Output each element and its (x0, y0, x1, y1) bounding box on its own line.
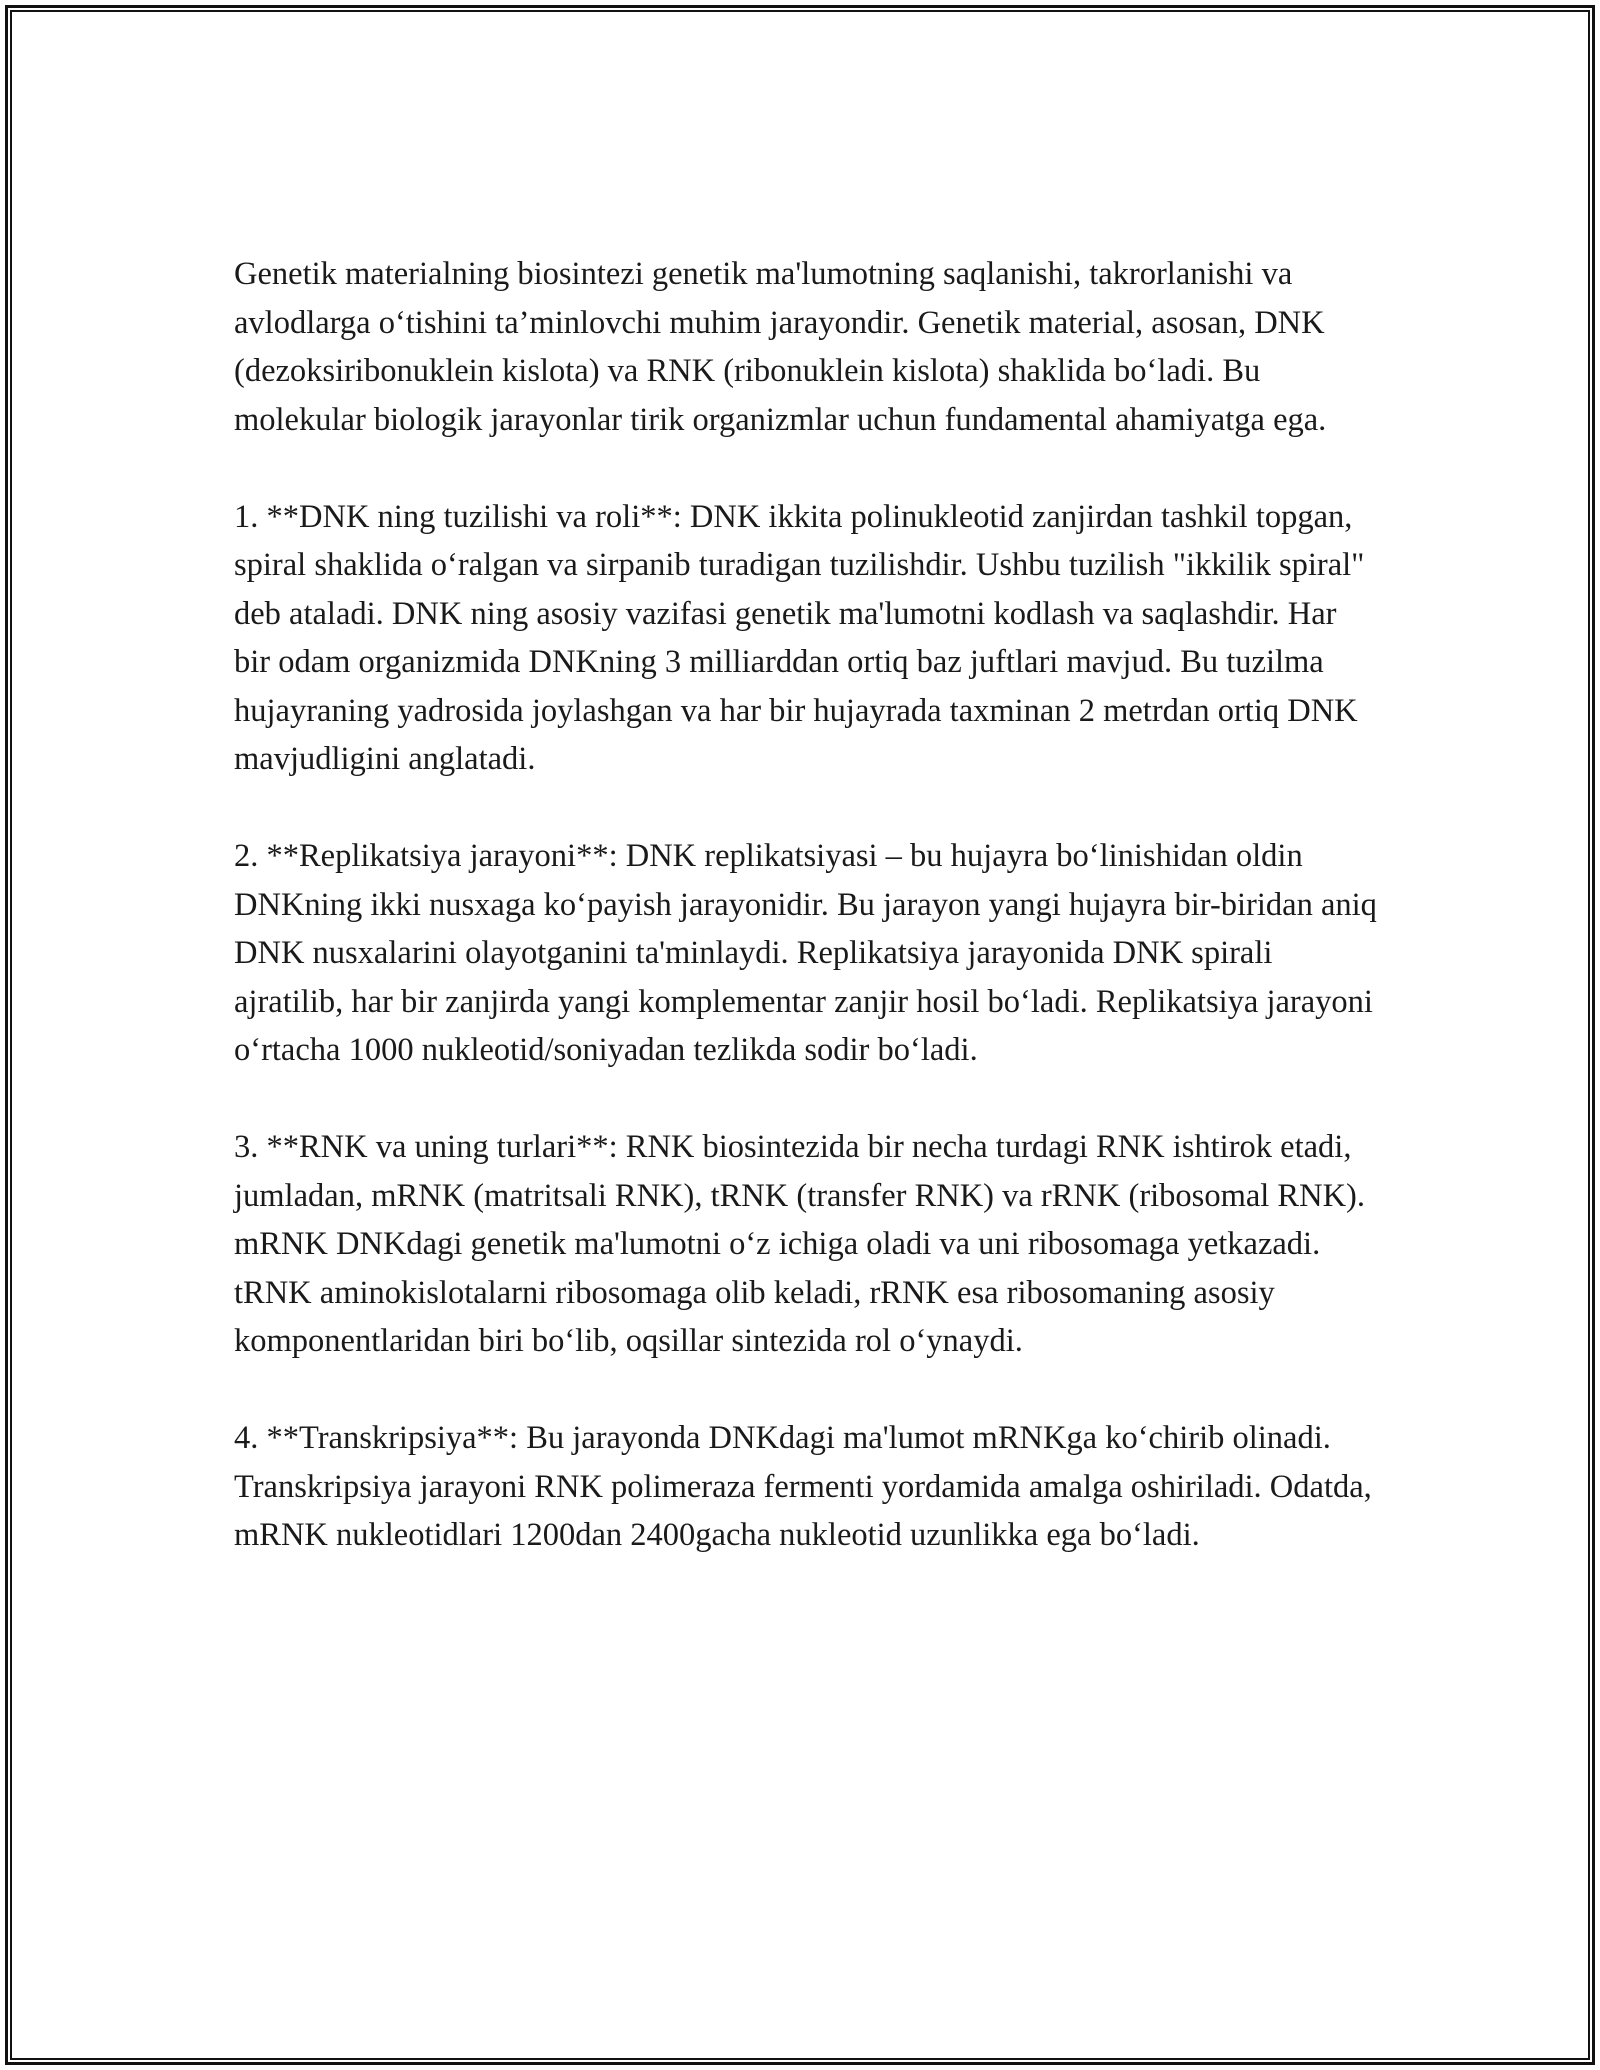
paragraph-intro: Genetik materialning biosintezi genetik ma'lumotning saqlanishi, takrorlanishi va avlodlarga o‘tishini ta’minlovchi muhim jarayondir. Genetik material, asosan, DNK (dezoksiribonuklein kislota) va RNK (ribonuklein kislota) shaklida bo‘ladi. Bu molekular biologik jarayonlar tirik organizmlar uchun fundamental ahamiyatga ega. (234, 256, 1327, 438)
paragraph-transcription: 4. **Transkripsiya**: Bu jarayonda DNKdagi ma'lumot mRNKga ko‘chirib olinadi. Transkripsiya jarayoni RNK polimeraza fermenti yordamida amalga oshiriladi. Odatda, mRNK nukleotidlari 1200dan 2400gacha nukleotid uzunlikka ega bo‘ladi. (234, 1420, 1372, 1553)
paragraph-replication: 2. **Replikatsiya jarayoni**: DNK replikatsiyasi – bu hujayra bo‘linishidan oldin DNKning ikki nusxaga ko‘payish jarayonidir. Bu jarayon yangi hujayra bir-biridan aniq DNK nusxalarini olayotganini ta'minlaydi. Replikatsiya jarayonida DNK spirali ajratilib, har bir zanjirda yangi komplementar zanjir hosil bo‘ladi. Replikatsiya jarayoni o‘rtacha 1000 nukleotid/soniyadan tezlikda sodir bo‘ladi. (234, 838, 1377, 1068)
paragraph-dnk-structure: 1. **DNK ning tuzilishi va roli**: DNK ikkita polinukleotid zanjirdan tashkil topgan, spiral shaklida o‘ralgan va sirpanib turadigan tuzilishdir. Ushbu tuzilish "ikkilik spiral" deb ataladi. DNK ning asosiy vazifasi genetik ma'lumotni kodlash va saqlashdir. Har bir odam organizmida DNKning 3 milliarddan ortiq baz juftlari mavjud. Bu tuzilma hujayraning yadrosida joylashgan va har bir hujayrada taxminan 2 metrdan ortiq DNK mavjudligini anglatadi. (234, 498, 1365, 777)
paragraph-rnk-types: 3. **RNK va uning turlari**: RNK biosintezida bir necha turdagi RNK ishtirok etadi, jumladan, mRNK (matritsali RNK), tRNK (transfer RNK) va rRNK (ribosomal RNK). mRNK DNKdagi genetik ma'lumotni o‘z ichiga oladi va uni ribosomaga yetkazadi. tRNK aminokislotalarni ribosomaga olib keladi, rRNK esa ribosomaning asosiy komponentlaridan biri bo‘lib, oqsillar sintezida rol o‘ynaydi. (234, 1129, 1365, 1359)
document-body (234, 250, 1379, 1608)
